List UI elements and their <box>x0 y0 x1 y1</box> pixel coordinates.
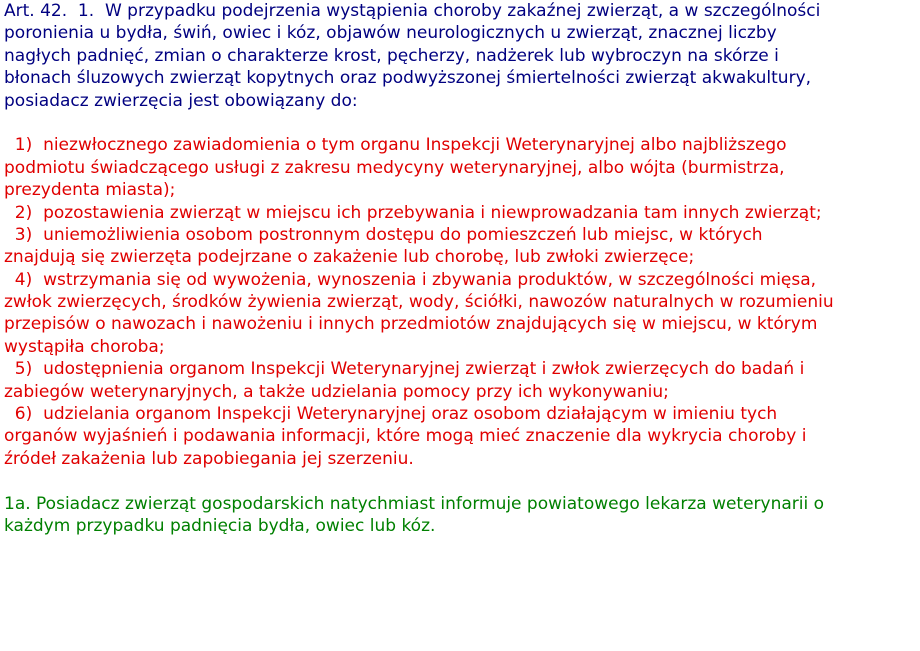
item-1-line: prezydenta miasta); <box>4 180 176 201</box>
item-4-line: wystąpiła choroba; <box>4 336 165 357</box>
text-line: Art. 42. 1. W przypadku podejrzenia wystąpienia choroby zakaźnej zwierząt, a w szczególności <box>4 1 821 21</box>
item-5-line: 5) udostępnienia organom Inspekcji Weterynaryjnej zwierząt i zwłok zwierzęcych do badań i <box>4 359 805 380</box>
item-6-line: 6) udzielania organom Inspekcji Weterynaryjnej oraz osobom działającym w imieniu tych <box>4 404 778 425</box>
text-line: posiadacz zwierzęcia jest obowiązany do: <box>4 90 358 111</box>
article-42-items <box>4 134 918 470</box>
text-line: 1a. Posiadacz zwierząt gospodarskich natychmiast informuje powiatowego lekarza weterynarii o <box>4 493 825 514</box>
item-3-line: 3) uniemożliwienia osobom postronnym dostępu do pomieszczeń lub miejsc, w których <box>4 224 763 245</box>
item-4-line: zwłok zwierzęcych, środków żywienia zwierząt, wody, ściółki, nawozów naturalnych w rozumieniu <box>4 292 834 313</box>
text-line: błonach śluzowych zwierząt kopytnych oraz podwyższonej śmiertelności zwierząt akwakultury, <box>4 68 812 89</box>
item-5-line: zabiegów weterynaryjnych, a także udzielania pomocy przy ich wykonywaniu; <box>4 381 669 402</box>
item-3-line: znajdują się zwierzęta podejrzane o zakażenie lub chorobę, lub zwłoki zwierzęce; <box>4 247 695 268</box>
item-1-line: podmiotu świadczącego usługi z zakresu medycyny weterynaryjnej, albo wójta (burmistrza, <box>4 157 785 178</box>
item-1-line: 1) niezwłocznego zawiadomienia o tym organu Inspekcji Weterynaryjnej albo najbliższego <box>4 135 787 156</box>
text-line: każdym przypadku padnięcia bydła, owiec lub kóz. <box>4 515 436 536</box>
item-4-line: 4) wstrzymania się od wywożenia, wynoszenia i zbywania produktów, w szczególności mięsa, <box>4 269 817 290</box>
legal-document <box>4 0 918 537</box>
text-line: nagłych padnięć, zmian o charakterze krost, pęcherzy, nadżerek lub wybroczyn na skórze i <box>4 45 779 66</box>
text-line: poronienia u bydła, świń, owiec i kóz, objawów neurologicznych u zwierząt, znacznej liczby <box>4 23 777 44</box>
item-6-line: organów wyjaśnień i podawania informacji, które mogą mieć znaczenie dla wykrycia choroby i <box>4 426 807 447</box>
item-6-line: źródeł zakażenia lub zapobiegania jej szerzeniu. <box>4 448 414 469</box>
blank-line <box>4 112 918 134</box>
item-2-line: 2) pozostawienia zwierząt w miejscu ich przebywania i niewprowadzania tam innych zwierząt; <box>4 202 822 223</box>
blank-line <box>4 470 918 492</box>
item-4-line: przepisów o nawozach i nawożeniu i innych przedmiotów znajdujących się w miejscu, w którym <box>4 314 818 335</box>
article-42-intro <box>4 0 918 112</box>
paragraph-1a <box>4 493 918 538</box>
